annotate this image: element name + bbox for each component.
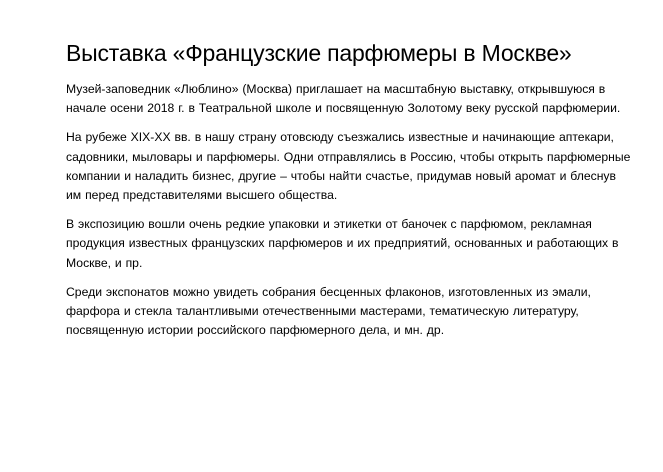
document-page [66, 38, 632, 350]
paragraph-exhibits: Среди экспонатов можно увидеть собрания бесценных флаконов, изготовленных из эмали, фарфора и стекла талантливыми отечественными мастерами, тематическую литературу, посвященную истории российского парфюмерного дела, и мн. др. [66, 284, 591, 338]
paragraph-intro: Музей-заповедник «Люблино» (Москва) приглашает на масштабную выставку, открывшуюся в начале осени 2018 г. в Театральной школе и посвященную Золотому веку русской парфюмерии. [66, 82, 621, 116]
document-title: Выставка «Французские парфюмеры в Москве» [66, 40, 572, 66]
paragraph-exposition: В экспозицию вошли очень редкие упаковки и этикетки от баночек с парфюмом, рекламная продукция известных французских парфюмеров и их предприятий, основанных и работающих в Москве, и пр. [66, 217, 619, 270]
paragraph-history: На рубеже XIX-XX вв. в нашу страну отовсюду съезжались известные и начинающие аптекари, садовники, мыловары и парфюмеры. Одни отправлялись в Россию, чтобы открыть парфюмерные компании и наладить бизнес, другие – чтобы найти счастье, придумав новый аромат и блеснув им перед представителями высшего общества. [66, 130, 631, 203]
